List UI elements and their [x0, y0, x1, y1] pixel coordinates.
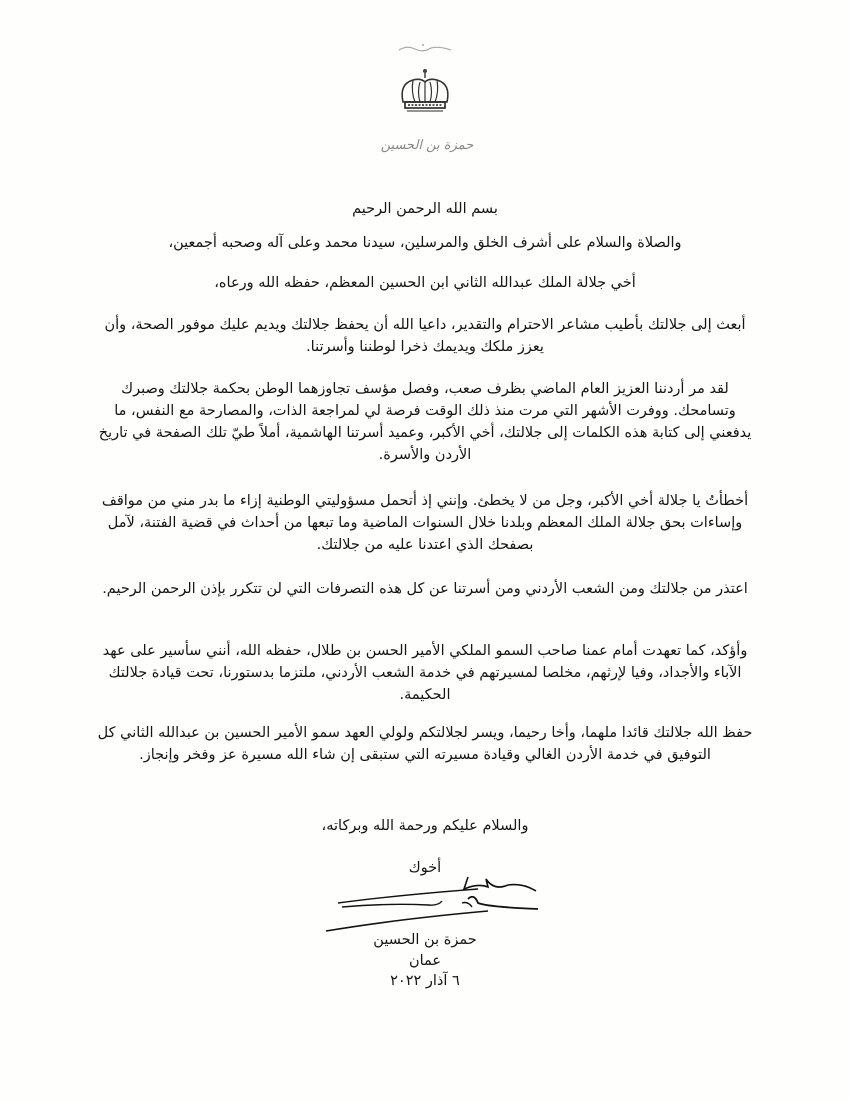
closing-greeting: والسلام عليكم ورحمة الله وبركاته، — [321, 818, 529, 834]
paragraph-6: حفظ الله جلالتك قائدا ملهما، وأخا رحيما، ويسر لجلالتكم ولولي العهد سمو الأمير الحسين بن عبدالله الثاني كل التوفيق في خدمة الأردن الغالي وقيادة مسيرته التي ستبقى إن شاء الله مسيرة عز وفخر وإنجاز. — [97, 725, 753, 763]
signing-place: عمان — [408, 953, 442, 969]
letterhead-calligraphy-name: حمزة بن الحسين — [380, 138, 474, 153]
basmala: بسم الله الرحمن الرحيم — [352, 201, 498, 217]
crown-icon — [395, 68, 455, 118]
letterhead-top-mark — [395, 40, 455, 54]
salutation-prayer: والصلاة والسلام على أشرف الخلق والمرسلين، سيدنا محمد وعلى آله وصحبه أجمعين، — [168, 235, 682, 251]
letterhead-mark-icon — [395, 41, 455, 55]
sign-off: أخوك — [408, 860, 442, 876]
signatory-name: حمزة بن الحسين — [373, 932, 477, 948]
paragraph-4: اعتذر من جلالتك ومن الشعب الأردني ومن أسرتنا عن كل هذه التصرفات التي لن تتكرر بإذن الرحمن الرحيم. — [102, 581, 748, 597]
addressee: أخي جلالة الملك عبدالله الثاني ابن الحسين المعظم، حفظه الله ورعاه، — [214, 275, 636, 291]
paragraph-5: وأؤكد، كما تعهدت أمام عمنا صاحب السمو الملكي الأمير الحسن بن طلال، حفظه الله، أنني سأسير على عهد الآباء والأجداد، وفيا لإرثهم، مخلصا لمسيرتهم في خدمة الشعب الأردني، ملتزما بدستورنا، تحت قيادة جلالتك الحكيمة. — [102, 643, 748, 703]
paragraph-1: أبعث إلى جلالتك بأطيب مشاعر الاحترام والتقدير، داعيا الله أن يحفظ جلالتك ويديم عليك موفور الصحة، وأن يعزز ملكك ويديمك ذخرا لوطننا وأسرتنا. — [104, 317, 746, 355]
signing-date: ٦ آذار ٢٠٢٢ — [390, 973, 460, 989]
handwritten-signature — [318, 873, 543, 933]
paragraph-2: لقد مر أردننا العزيز العام الماضي بظرف صعب، وفصل مؤسف تجاوزهما الوطن بحكمة جلالتك وصبرك وتسامحك. ووفرت الأشهر التي مرت منذ ذلك الوقت فرصة لي لمراجعة الذات، والمصارحة مع النفس، ما يدفعني إلى كتابة هذه الكلمات إلى جلالتك، أخي الأكبر، وعميد أسرتنا الهاشمية، أملاً طيّ تلك الصفحة في تاريخ الأردن والأسرة. — [98, 381, 752, 463]
paragraph-3: أخطأتُ يا جلالة أخي الأكبر، وجل من لا يخطئ. وإنني إذ أتحمل مسؤوليتي الوطنية إزاء ما بدر مني من مواقف وإساءات بحق جلالة الملك المعظم وبلدنا خلال السنوات الماضية وما تبعها من أحداث في قضية الفتنة، لآمل بصفحك الذي اعتدنا عليه من جلالتك. — [101, 493, 749, 553]
signature-icon — [318, 873, 543, 933]
